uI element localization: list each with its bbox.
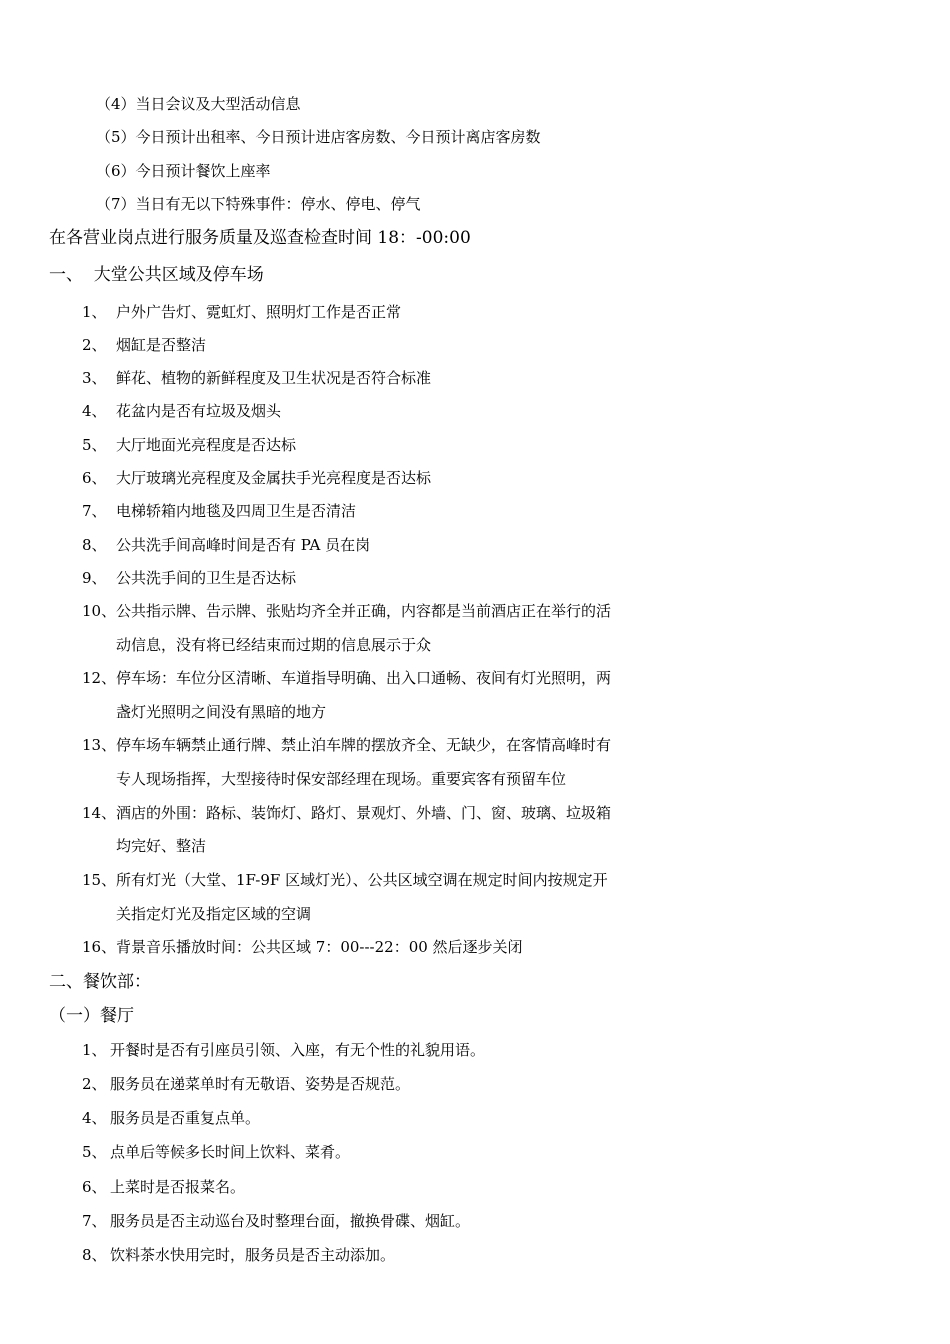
- list-item-number: 9、: [82, 569, 107, 587]
- list-item: [82, 305, 401, 320]
- list-item: [82, 1077, 410, 1092]
- list-item: [82, 806, 611, 821]
- list-item-number: 15、: [82, 871, 117, 889]
- intro-item: （4）当日会议及大型活动信息: [96, 95, 301, 113]
- list-item-text: 点单后等候多长时间上饮料、菜肴。: [110, 1143, 351, 1161]
- list-item-text: 公共洗手间高峰时间是否有 PA 员在岗: [116, 536, 371, 554]
- list-item-number: 2、: [82, 336, 107, 354]
- list-item-text: 饮料茶水快用完时，服务员是否主动添加。: [110, 1246, 396, 1264]
- list-item: [82, 1145, 350, 1160]
- list-item-number: 7、: [82, 1212, 107, 1230]
- list-item-number: 5、: [82, 436, 107, 454]
- list-item-continuation: 盏灯光照明之间没有黑暗的地方: [116, 703, 327, 721]
- list-item-number: 4、: [82, 402, 107, 420]
- list-item: [82, 1248, 395, 1263]
- list-item: [82, 671, 611, 686]
- list-item-number: 1、: [82, 1041, 107, 1059]
- list-item-text: 公共洗手间的卫生是否达标: [116, 569, 297, 587]
- list-item-text: 户外广告灯、霓虹灯、照明灯工作是否正常: [116, 303, 402, 321]
- list-item: [82, 738, 611, 753]
- list-item-number: 7、: [82, 502, 107, 520]
- list-item: [82, 1111, 260, 1126]
- list-item-number: 1、: [82, 303, 107, 321]
- list-item-continuation: 均完好、整洁: [116, 837, 207, 855]
- list-item-number: 3、: [82, 369, 107, 387]
- list-item: [82, 1043, 485, 1058]
- list-item-text: 大厅玻璃光亮程度及金属扶手光亮程度是否达标: [116, 469, 432, 487]
- list-item: [82, 604, 611, 619]
- section2-subheading: （一）餐厅: [49, 1006, 134, 1026]
- list-item-text: 大厅地面光亮程度是否达标: [116, 436, 297, 454]
- list-item-text: 服务员是否主动巡台及时整理台面，撤换骨碟、烟缸。: [110, 1212, 471, 1230]
- list-item: [82, 438, 296, 453]
- list-item-number: 10、: [82, 602, 117, 620]
- list-item: [82, 371, 431, 386]
- list-item-number: 4、: [82, 1109, 107, 1127]
- list-item-number: 13、: [82, 736, 117, 754]
- list-item-continuation: 动信息，没有将已经结束而过期的信息展示于众: [116, 636, 432, 654]
- list-item: [82, 504, 356, 519]
- list-item-text: 酒店的外围：路标、装饰灯、路灯、景观灯、外墙、门、窗、玻璃、垃圾箱: [116, 804, 612, 822]
- list-item-text: 公共指示牌、告示牌、张贴均齐全并正确，内容都是当前酒店正在举行的活: [116, 602, 612, 620]
- list-item-text: 服务员是否重复点单。: [110, 1109, 261, 1127]
- list-item: [82, 338, 206, 353]
- list-item: [82, 538, 370, 553]
- list-item-number: 6、: [82, 1178, 107, 1196]
- list-item-number: 8、: [82, 1246, 107, 1264]
- intro-item: （6）今日预计餐饮上座率: [96, 162, 271, 180]
- list-item-text: 停车场：车位分区清晰、车道指导明确、出入口通畅、夜间有灯光照明，两: [116, 669, 612, 687]
- list-item: [82, 1180, 245, 1195]
- section1-heading: 一、 大堂公共区域及停车场: [49, 265, 264, 285]
- list-item: [82, 873, 608, 888]
- list-item: [82, 1214, 470, 1229]
- intro-item: （5）今日预计出租率、今日预计进店客房数、今日预计离店客房数: [96, 128, 541, 146]
- list-item-continuation: 专人现场指挥，大型接待时保安部经理在现场。重要宾客有预留车位: [116, 770, 567, 788]
- list-item-text: 花盆内是否有垃圾及烟头: [116, 402, 282, 420]
- list-item-text: 服务员在递菜单时有无敬语、姿势是否规范。: [110, 1075, 411, 1093]
- list-item: [82, 940, 523, 955]
- list-item-number: 16、: [82, 938, 117, 956]
- list-item-text: 上菜时是否报菜名。: [110, 1178, 246, 1196]
- section2-heading: 二、餐饮部：: [49, 972, 151, 992]
- list-item: [82, 471, 431, 486]
- list-item-text: 停车场车辆禁止通行牌、禁止泊车牌的摆放齐全、无缺少，在客情高峰时有: [116, 736, 612, 754]
- list-item-number: 12、: [82, 669, 117, 687]
- list-item-text: 开餐时是否有引座员引领、入座，有无个性的礼貌用语。: [110, 1041, 486, 1059]
- list-item-text: 背景音乐播放时间：公共区域 7：00---22：00 然后逐步关闭: [116, 938, 523, 956]
- intro-item: （7）当日有无以下特殊事件：停水、停电、停气: [96, 195, 421, 213]
- list-item-number: 5、: [82, 1143, 107, 1161]
- list-item: [82, 404, 281, 419]
- list-item: [82, 571, 296, 586]
- inspection-time-line: 在各营业岗点进行服务质量及巡查检查时间 18：-00:00: [49, 228, 471, 248]
- list-item-text: 电梯轿箱内地毯及四周卫生是否清洁: [116, 502, 357, 520]
- list-item-text: 烟缸是否整洁: [116, 336, 207, 354]
- list-item-text: 所有灯光（大堂、1F-9F 区域灯光）、公共区域空调在规定时间内按规定开: [116, 871, 608, 889]
- list-item-continuation: 关指定灯光及指定区域的空调: [116, 905, 312, 923]
- list-item-number: 14、: [82, 804, 117, 822]
- list-item-number: 6、: [82, 469, 107, 487]
- list-item-number: 2、: [82, 1075, 107, 1093]
- list-item-text: 鲜花、植物的新鲜程度及卫生状况是否符合标准: [116, 369, 432, 387]
- list-item-number: 8、: [82, 536, 107, 554]
